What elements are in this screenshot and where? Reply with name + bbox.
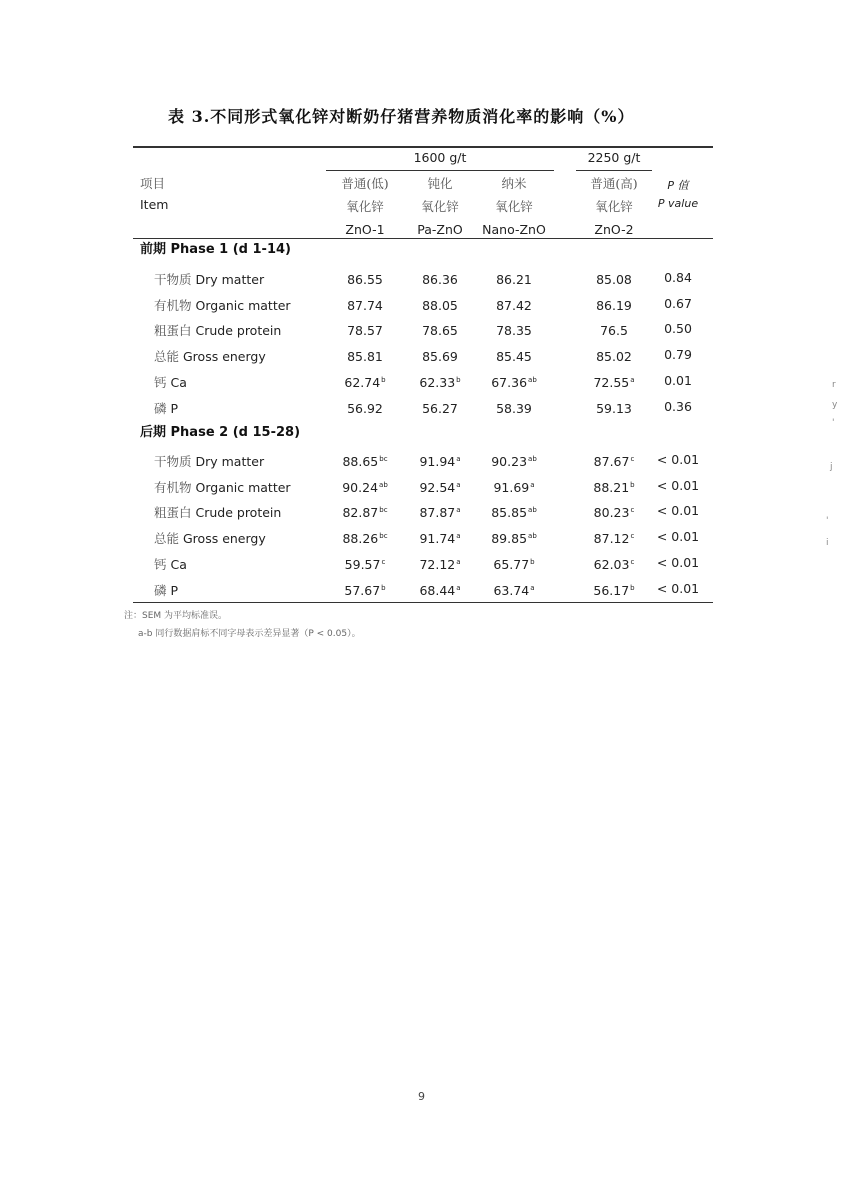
col4-cn2: 氧化锌	[595, 199, 633, 214]
table-cell	[574, 480, 654, 496]
significance-superscript: a	[530, 583, 535, 592]
note-line-1: 注：SEM 为平均标准误。	[124, 611, 228, 621]
table-cell	[574, 349, 654, 365]
cell-value: 56.17	[593, 582, 630, 598]
cell-value: 82.87	[342, 505, 379, 521]
p-value-cell: < 0.01	[656, 477, 700, 493]
col4-cn1: 普通(高)	[590, 176, 638, 191]
p-value-cell: < 0.01	[656, 529, 700, 545]
margin-mark: i	[826, 538, 829, 548]
phase2-label: 后期 Phase 2 (d 15-28)	[140, 425, 301, 440]
row-label-cn: 粗蛋白	[154, 505, 192, 521]
cell-value: 59.13	[596, 400, 632, 416]
p-value-cn-header: P 值	[667, 179, 689, 192]
row-label-en: Ca	[170, 374, 187, 390]
significance-superscript: b	[530, 557, 535, 566]
p-value-cell: 0.79	[664, 347, 692, 363]
row-label	[154, 505, 281, 521]
table-cell	[400, 323, 480, 339]
item-cn-header: 项目	[140, 176, 166, 191]
cell-value: 56.92	[347, 400, 383, 416]
group2-rule	[576, 170, 652, 171]
cell-value: 88.26	[342, 531, 379, 547]
row-label-en: P	[170, 400, 179, 416]
table-cell	[325, 375, 405, 391]
item-en-header: Item	[140, 197, 169, 212]
row-label-en: Dry matter	[195, 272, 265, 287]
row-label-cn: 有机物	[154, 297, 192, 313]
table-cell	[325, 298, 405, 314]
col2-en: Pa-ZnO	[417, 222, 463, 237]
cell-value: 86.36	[422, 272, 458, 287]
row-label	[154, 298, 291, 314]
significance-superscript: b	[630, 480, 635, 489]
cell-value: 89.85	[491, 531, 528, 547]
group1-label: 1600 g/t	[413, 150, 467, 165]
row-label-cn: 总能	[154, 349, 180, 365]
cell-value: 58.39	[496, 400, 532, 416]
table-title: 表 3.不同形式氧化锌对断奶仔猪营养物质消化率的影响（%）	[168, 107, 635, 126]
table-cell	[474, 583, 554, 599]
p-value-cell: 0.01	[664, 372, 692, 388]
col2-cn1: 钝化	[427, 176, 453, 191]
page-number: 9	[418, 1090, 425, 1103]
row-label	[154, 272, 264, 288]
phase1-label: 前期 Phase 1 (d 1-14)	[140, 242, 291, 257]
col3-cn1: 纳米	[501, 176, 527, 191]
table-cell	[400, 349, 480, 365]
p-value-cell: < 0.01	[656, 554, 700, 570]
bottom-rule	[133, 602, 713, 603]
significance-superscript: b	[456, 375, 461, 384]
table-cell	[400, 375, 480, 391]
significance-superscript: bc	[379, 455, 388, 463]
margin-mark: y	[832, 400, 838, 410]
significance-superscript: ab	[379, 480, 388, 489]
col3-en: Nano-ZnO	[482, 222, 546, 237]
cell-value: 85.81	[347, 349, 383, 365]
cell-value: 86.19	[596, 297, 632, 313]
margin-mark: '	[826, 516, 829, 526]
col1-cn1: 普通(低)	[341, 176, 389, 191]
table-cell	[474, 531, 554, 547]
table-cell	[574, 583, 654, 599]
table-cell	[574, 272, 654, 288]
p-value-cell: < 0.01	[656, 503, 700, 519]
p-value-cell: 0.36	[664, 398, 692, 414]
table-cell	[325, 531, 405, 547]
significance-superscript: ab	[528, 506, 537, 515]
table-cell	[474, 505, 554, 521]
table-cell	[400, 557, 480, 573]
row-label-en: Gross energy	[183, 349, 266, 365]
row-label-en: Organic matter	[195, 479, 291, 495]
row-label-cn: 粗蛋白	[154, 323, 192, 339]
cell-value: 62.03	[593, 556, 630, 572]
table-cell	[574, 375, 654, 391]
table-cell	[574, 323, 654, 339]
table-cell	[400, 480, 480, 496]
significance-superscript: a	[456, 532, 461, 541]
significance-superscript: c	[630, 557, 635, 566]
significance-superscript: c	[630, 455, 635, 463]
cell-value: 91.74	[419, 531, 456, 547]
table-cell	[474, 454, 554, 470]
row-label-cn: 磷	[154, 400, 167, 416]
significance-superscript: a	[456, 557, 461, 566]
cell-value: 91.69	[493, 479, 530, 495]
table-cell	[474, 480, 554, 496]
cell-value: 85.85	[491, 505, 528, 521]
cell-value: 72.12	[419, 556, 456, 572]
row-label	[154, 349, 266, 365]
cell-value: 86.55	[347, 272, 383, 287]
row-label-cn: 干物质	[154, 454, 192, 469]
significance-superscript: b	[381, 583, 386, 592]
row-label	[154, 557, 187, 573]
table-cell	[325, 272, 405, 288]
p-value-cell: 0.50	[664, 321, 692, 337]
significance-superscript: b	[630, 583, 635, 592]
row-label	[154, 454, 264, 470]
cell-value: 72.55	[593, 374, 630, 390]
margin-mark: r	[832, 380, 836, 390]
table-cell	[325, 323, 405, 339]
row-label	[154, 375, 187, 391]
cell-value: 85.08	[596, 272, 632, 287]
row-label-cn: 总能	[154, 531, 180, 547]
table-cell	[325, 583, 405, 599]
margin-mark: '	[832, 418, 835, 428]
table-cell	[400, 272, 480, 288]
table-cell	[474, 557, 554, 573]
cell-value: 62.33	[419, 374, 456, 390]
header-rule	[133, 238, 713, 239]
row-label-en: Crude protein	[195, 505, 282, 521]
cell-value: 59.57	[344, 556, 381, 572]
col2-cn2: 氧化锌	[421, 199, 459, 214]
row-label-en: P	[170, 582, 179, 598]
note-line-2: a-b 同行数据肩标不同字母表示差异显著（P < 0.05）。	[138, 629, 361, 639]
p-value-en-header: P value	[657, 197, 699, 210]
significance-superscript: bc	[379, 506, 388, 515]
significance-superscript: c	[630, 506, 635, 515]
table-cell	[400, 401, 480, 417]
cell-value: 78.65	[422, 323, 458, 339]
row-label	[154, 401, 178, 417]
row-label	[154, 583, 178, 599]
table-cell	[474, 298, 554, 314]
cell-value: 78.57	[347, 323, 383, 339]
table-cell	[325, 401, 405, 417]
cell-value: 91.94	[419, 454, 456, 469]
cell-value: 87.12	[593, 531, 630, 547]
row-label	[154, 480, 291, 496]
col3-cn2: 氧化锌	[495, 199, 533, 214]
table-cell	[400, 454, 480, 470]
row-label-cn: 磷	[154, 582, 167, 598]
table-cell	[574, 454, 654, 470]
cell-value: 62.74	[344, 374, 381, 390]
group2-label: 2250 g/t	[587, 150, 641, 165]
cell-value: 80.23	[593, 505, 630, 521]
significance-superscript: c	[381, 557, 386, 566]
row-label-en: Ca	[170, 556, 187, 572]
row-label	[154, 323, 281, 339]
table-cell	[474, 401, 554, 417]
significance-superscript: b	[381, 375, 386, 384]
cell-value: 78.35	[496, 323, 532, 339]
significance-superscript: a	[456, 455, 461, 463]
significance-superscript: ab	[528, 375, 537, 384]
table-cell	[474, 323, 554, 339]
table-cell	[325, 349, 405, 365]
table-cell	[574, 298, 654, 314]
cell-value: 90.23	[491, 454, 528, 469]
cell-value: 76.5	[600, 323, 628, 339]
cell-value: 87.42	[496, 297, 532, 313]
p-value-cell: < 0.01	[656, 452, 700, 467]
row-label-cn: 有机物	[154, 479, 192, 495]
cell-value: 88.05	[422, 297, 458, 313]
significance-superscript: ab	[528, 532, 537, 541]
margin-mark: j	[830, 462, 833, 472]
row-label-cn: 干物质	[154, 272, 192, 287]
row-label	[154, 531, 266, 547]
cell-value: 87.67	[593, 454, 630, 469]
cell-value: 56.27	[422, 400, 458, 416]
table-cell	[574, 531, 654, 547]
table-cell	[400, 583, 480, 599]
row-label-en: Dry matter	[195, 454, 265, 469]
table-cell	[325, 454, 405, 470]
p-value-cell: 0.67	[664, 295, 692, 311]
row-label-cn: 钙	[154, 556, 167, 572]
significance-superscript: a	[630, 375, 635, 384]
table-cell	[474, 349, 554, 365]
table-cell	[400, 531, 480, 547]
cell-value: 90.24	[342, 479, 379, 495]
cell-value: 85.02	[596, 349, 632, 365]
cell-value: 85.45	[496, 349, 532, 365]
cell-value: 92.54	[419, 479, 456, 495]
row-label-en: Crude protein	[195, 323, 282, 339]
significance-superscript: ab	[528, 455, 537, 463]
cell-value: 57.67	[344, 582, 381, 598]
table-cell	[400, 505, 480, 521]
significance-superscript: c	[630, 532, 635, 541]
significance-superscript: a	[456, 506, 461, 515]
cell-value: 67.36	[491, 374, 528, 390]
table-cell	[574, 505, 654, 521]
table-cell	[474, 375, 554, 391]
cell-value: 87.74	[347, 297, 383, 313]
table-cell	[400, 298, 480, 314]
significance-superscript: a	[456, 583, 461, 592]
cell-value: 87.87	[419, 505, 456, 521]
col1-cn2: 氧化锌	[346, 199, 384, 214]
cell-value: 85.69	[422, 349, 458, 365]
table-cell	[574, 401, 654, 417]
table-cell	[325, 557, 405, 573]
row-label-en: Gross energy	[183, 531, 266, 547]
cell-value: 63.74	[493, 582, 530, 598]
table-cell	[474, 272, 554, 288]
row-label-cn: 钙	[154, 374, 167, 390]
col4-en: ZnO-2	[594, 222, 634, 237]
cell-value: 68.44	[419, 582, 456, 598]
table-cell	[325, 505, 405, 521]
cell-value: 88.21	[593, 479, 630, 495]
p-value-cell: < 0.01	[656, 580, 700, 596]
cell-value: 65.77	[493, 556, 530, 572]
significance-superscript: bc	[379, 532, 388, 541]
table-cell	[574, 557, 654, 573]
group1-rule	[326, 170, 554, 171]
significance-superscript: a	[530, 480, 535, 489]
cell-value: 88.65	[342, 454, 379, 469]
table-cell	[325, 480, 405, 496]
top-rule	[133, 146, 713, 148]
significance-superscript: a	[456, 480, 461, 489]
p-value-cell: 0.84	[664, 270, 692, 285]
cell-value: 86.21	[496, 272, 532, 287]
row-label-en: Organic matter	[195, 297, 291, 313]
col1-en: ZnO-1	[345, 222, 385, 237]
